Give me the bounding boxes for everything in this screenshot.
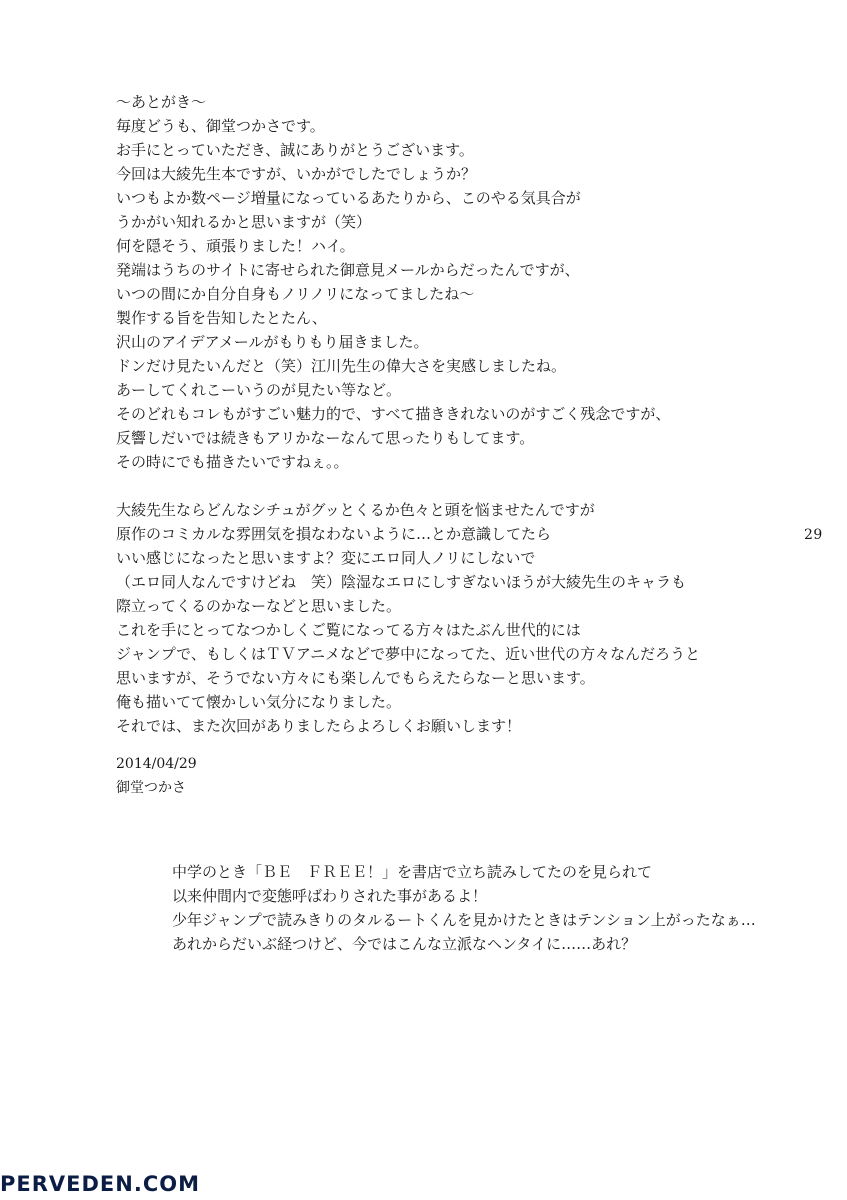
afterword-line: これを手にとってなつかしくご覧になってる方々はたぶん世代的には (116, 621, 581, 639)
site-watermark: PERVEDEN.COM (0, 1172, 200, 1196)
afterword-line: （エロ同人なんですけどね 笑）陰湿なエロにしすぎないほうが大綾先生のキャラも (116, 573, 687, 591)
author-note (172, 860, 832, 956)
afterword-line: それでは、また次回がありましたらよろしくお願いします！ (116, 717, 522, 735)
afterword-line: その時にでも描きたいですねぇ。。 (116, 453, 349, 471)
afterword-heading: 〜あとがき〜 (116, 93, 207, 111)
note-line: 中学のとき「ＢＥ ＦＲＥＥ！」を書店で立ち読みしてたのを見られて (172, 863, 653, 881)
signature-date: 2014/04/29 (116, 756, 197, 772)
afterword-line: あーしてくれこーいうのが見たい等など。 (116, 381, 402, 399)
afterword-line: いつの間にか自分自身もノリノリになってましたね〜 (116, 285, 475, 303)
afterword-line: 製作する旨を告知したとたん、 (116, 309, 327, 327)
note-line: あれからだいぶ経つけど、今ではこんな立派なヘンタイに……あれ？ (172, 935, 637, 953)
signature-block (116, 752, 197, 800)
afterword-section (116, 90, 756, 738)
signature-name: 御堂つかさ (116, 780, 186, 796)
afterword-line: 毎度どうも、御堂つかさです。 (116, 117, 325, 135)
afterword-line: 大綾先生ならどんなシチュがグッとくるか色々と頭を悩ませたんですが (116, 501, 595, 519)
afterword-line: 反響しだいでは続きもアリかなーなんて思ったりもしてます。 (116, 429, 535, 447)
page-number: 29 (804, 527, 823, 543)
paragraph-spacer (116, 474, 756, 498)
afterword-line: 何を隠そう、頑張りました！ハイ。 (116, 237, 355, 255)
afterword-line: ドンだけ見たいんだと（笑）江川先生の偉大さを実感しましたね。 (116, 357, 567, 375)
afterword-line: いい感じになったと思いますよ？変にエロ同人ノリにしないで (116, 549, 536, 567)
afterword-line: 俺も描いてて懐かしい気分になりました。 (116, 693, 402, 711)
afterword-line: うかがい知れるかと思いますが（笑） (116, 213, 372, 231)
afterword-line: ジャンプで、もしくはＴＶアニメなどで夢中になってた、近い世代の方々なんだろうと (116, 645, 701, 663)
afterword-line: 際立ってくるのかなーなどと思いました。 (116, 597, 402, 615)
note-line: 以来仲間内で変態呼ばわりされた事があるよ！ (172, 887, 488, 905)
afterword-line: 原作のコミカルな雰囲気を損なわないように…とか意識してたら (116, 525, 552, 543)
afterword-line: お手にとっていただき、誠にありがとうございます。 (116, 141, 474, 159)
afterword-line: 沢山のアイデアメールがもりもり届きました。 (116, 333, 429, 351)
note-line: 少年ジャンプで読みきりのタルるートくんを見かけたときはテンション上がったなぁ… (172, 911, 756, 929)
afterword-line: いつもよか数ページ増量になっているあたりから、このやる気具合が (116, 189, 581, 207)
afterword-line: 思いますが、そうでない方々にも楽しんでもらえたらなーと思います。 (116, 669, 595, 687)
afterword-line: 発端はうちのサイトに寄せられた御意見メールからだったんですが、 (116, 261, 580, 279)
afterword-line: 今回は大綾先生本ですが、いかがでしたでしょうか？ (116, 165, 477, 183)
afterword-line: そのどれもコレもがすごい魅力的で、すべて描ききれないのがすごく残念ですが、 (116, 405, 671, 423)
